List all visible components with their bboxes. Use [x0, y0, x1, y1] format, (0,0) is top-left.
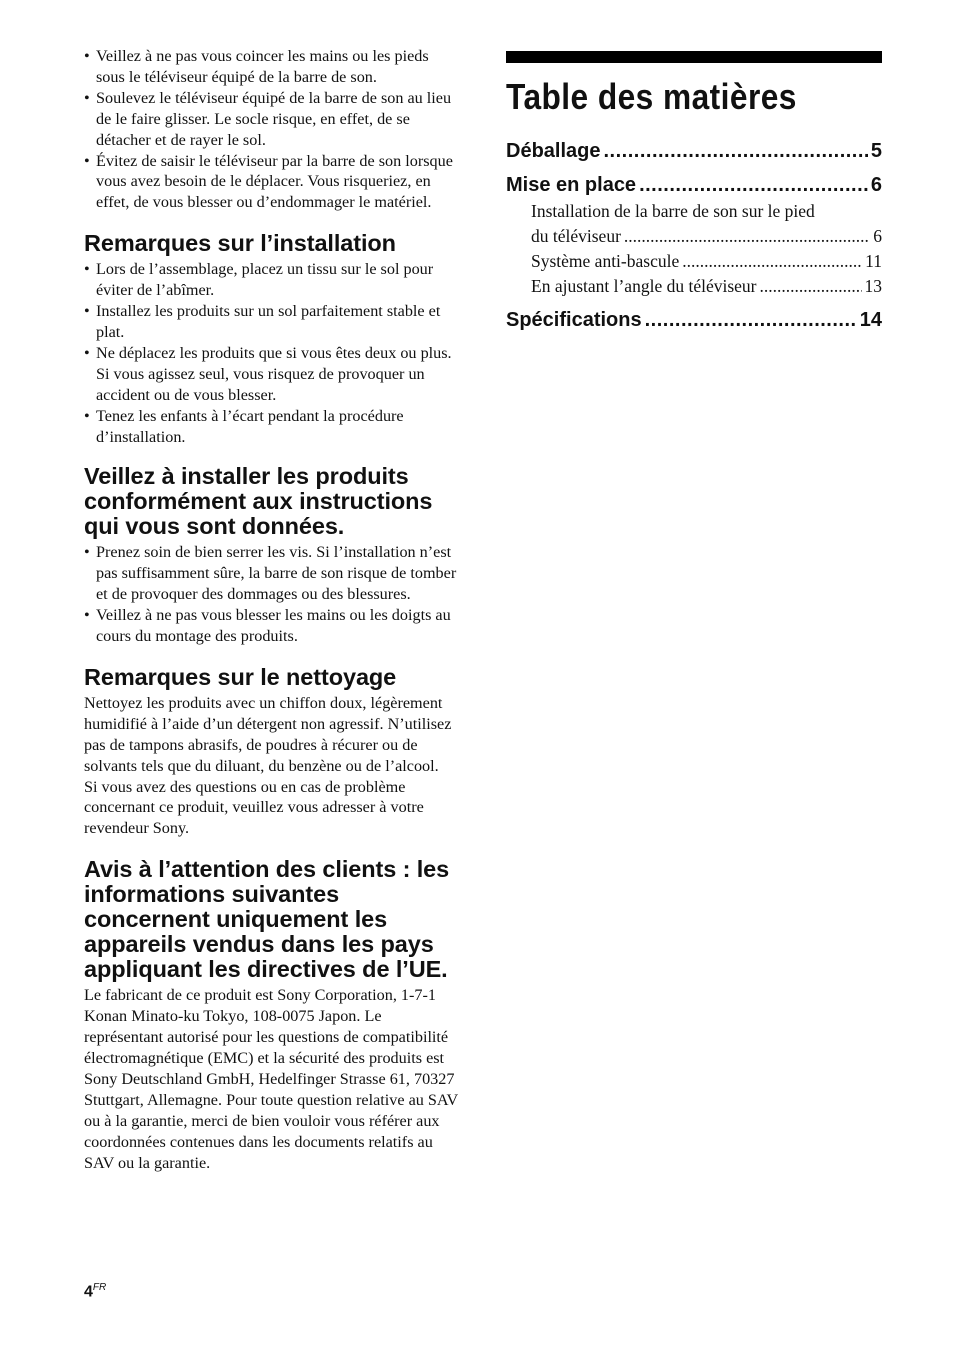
- list-item: • Ne déplacez les produits que si vous êtes deux ou plus. Si vous agissez seul, vous risquez de provoquer un accident ou de vous blesser.: [84, 343, 460, 406]
- toc-leader-dots: [603, 139, 867, 163]
- list-item: • Tenez les enfants à l’écart pendant la procédure d’installation.: [84, 406, 460, 448]
- toc-subentries: [531, 199, 882, 299]
- toc-entry-installation-line2[interactable]: [531, 224, 882, 249]
- list-item: • Installez les produits sur un sol parfaitement stable et plat.: [84, 301, 460, 343]
- toc-entry-page: 11: [865, 251, 882, 271]
- list-item: • Veillez à ne pas vous coincer les mains ou les pieds sous le téléviseur équipé de la barre de son.: [84, 46, 460, 88]
- toc-entry-angle[interactable]: [531, 274, 882, 299]
- toc-entry-label: En ajustant l’angle du téléviseur: [531, 276, 757, 296]
- toc-leader-dots: [645, 308, 857, 332]
- toc-entry-specifications[interactable]: [506, 308, 882, 332]
- toc-entry-label: Système anti-bascule: [531, 251, 680, 271]
- page-number-value: 4: [84, 1283, 93, 1301]
- instructions-heading: Veillez à installer les produits conformément aux instructions qui vous sont données.: [84, 463, 433, 540]
- toc-entry-deballage[interactable]: [506, 139, 882, 163]
- list-item: • Veillez à ne pas vous blesser les mains ou les doigts au cours du montage des produits.: [84, 605, 460, 647]
- toc-entry-label: Spécifications: [506, 309, 642, 331]
- toc-entry-label: Déballage: [506, 140, 601, 162]
- toc-title: Table des matières: [506, 76, 797, 117]
- eu-notice-heading: Avis à l’attention des clients : les informations suivantes concernent uniquement les appareils vendus dans les pays appliquant les directives de l’UE.: [84, 856, 450, 983]
- toc-entry-page: 6: [873, 226, 882, 246]
- toc-entry-page: 5: [870, 140, 882, 162]
- table-of-contents: [506, 51, 882, 332]
- cleaning-paragraph-2: Si vous avez des questions ou en cas de problème concernant ce produit, veuillez vous adresser à votre revendeur Sony.: [84, 777, 424, 838]
- toc-entry-label: Installation de la barre de son sur le pied: [531, 201, 815, 221]
- toc-entry-page: 13: [864, 276, 882, 296]
- toc-leader-dots: [682, 249, 862, 274]
- toc-header-bar: [506, 51, 882, 63]
- left-column: [84, 46, 460, 1173]
- page-number: [84, 1282, 106, 1301]
- toc-leader-dots: [759, 274, 861, 299]
- page-language-code: FR: [92, 1282, 107, 1293]
- toc-entry-label: du téléviseur: [531, 226, 621, 246]
- instructions-bullet-list: [84, 542, 460, 647]
- list-item: • Lors de l’assemblage, placez un tissu sur le sol pour éviter de l’abîmer.: [84, 259, 460, 301]
- toc-entry-mise-en-place[interactable]: [506, 173, 882, 197]
- toc-entry-anti-bascule[interactable]: [531, 249, 882, 274]
- toc-entry-installation-line1[interactable]: [531, 199, 882, 224]
- list-item: • Soulevez le téléviseur équipé de la barre de son au lieu de le faire glisser. Le socle risque, en effet, de se détacher et de rayer le sol.: [84, 88, 460, 151]
- toc-leader-dots: [639, 173, 868, 197]
- eu-notice-paragraph: Le fabricant de ce produit est Sony Corporation, 1-7-1 Konan Minato-ku Tokyo, 108-0075 Japon. Le représentant autorisé pour les questions de compatibilité électromagnétique (EMC) et la sécurité des produits est Sony Deutschland GmbH, Hedelfinger Strasse 61, 70327 Stuttgart, Allemagne. Pour toute question relative au SAV ou à la garantie, merci de bien vouloir vous référer aux coordonnées contenues dans les documents relatifs au SAV ou la garantie.: [84, 986, 458, 1172]
- cleaning-heading: Remarques sur le nettoyage: [84, 663, 397, 690]
- toc-leader-dots: [624, 224, 870, 249]
- cleaning-paragraph-1: Nettoyez les produits avec un chiffon doux, légèrement humidifié à l’aide d’un détergent non agressif. N’utilisez pas de tampons abrasifs, de poudres à récurer ou de solvants tels que du diluant, du benzène ou de l’alcool.: [84, 693, 452, 775]
- install-bullet-list: [84, 259, 460, 447]
- install-heading: Remarques sur l’installation: [84, 230, 396, 257]
- toc-entry-page: 6: [870, 174, 882, 196]
- toc-entry-page: 14: [859, 309, 882, 331]
- list-item: • Prenez soin de bien serrer les vis. Si l’installation n’est pas suffisamment sûre, la barre de son risque de tomber et de provoquer des dommages ou des blessures.: [84, 542, 460, 605]
- toc-entry-label: Mise en place: [506, 174, 637, 196]
- list-item: • Évitez de saisir le téléviseur par la barre de son lorsque vous avez besoin de le déplacer. Vous risqueriez, en effet, de vous blesser ou d’endommager le matériel.: [84, 151, 460, 214]
- intro-bullet-list: [84, 46, 460, 213]
